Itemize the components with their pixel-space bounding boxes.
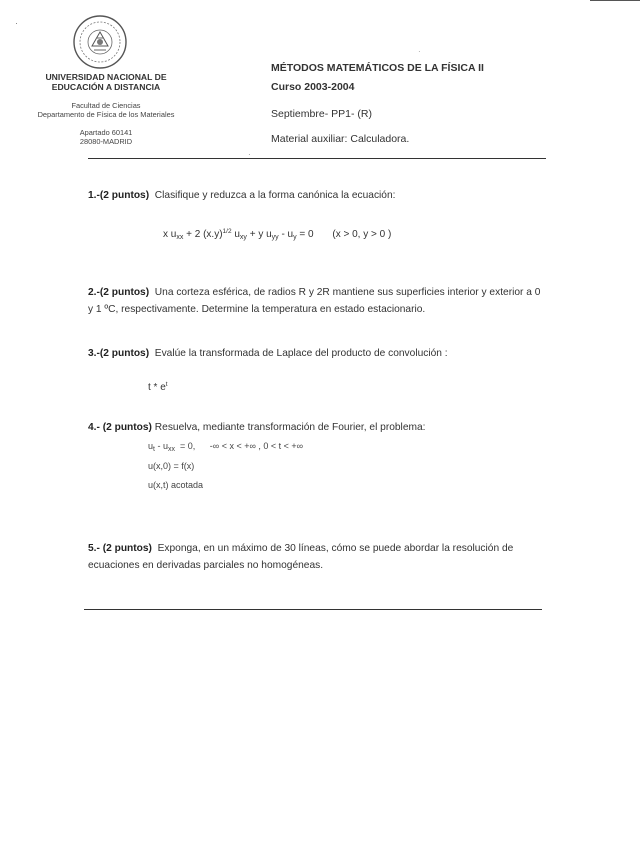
address-line2: 28080-MADRID bbox=[79, 137, 133, 146]
question-4-text: Resuelva, mediante transformación de Fourier, el problema: bbox=[154, 422, 426, 433]
equation-4-condition: -∞ < x < +∞ , 0 < t < +∞ bbox=[209, 441, 304, 451]
top-corner-rule bbox=[590, 0, 640, 1]
equation-3: t * $e^t$ bbox=[148, 381, 168, 393]
question-1 bbox=[88, 187, 548, 204]
question-2-text: Una corteza esférica, de radios R y 2R mantiene sus superficies interior y exterior a 0 y 1 ºC, respectivamente. Determine la temperatura en estado estacionario. bbox=[88, 287, 541, 315]
scan-mark-2: · bbox=[248, 150, 251, 159]
university-line1: UNIVERSIDAD NACIONAL DE bbox=[45, 72, 167, 82]
question-2-label: 2.-(2 puntos) bbox=[88, 287, 150, 298]
equation-1-condition: (x > 0, y > 0 ) bbox=[332, 229, 392, 240]
equation-4-line2: u(x,0) = f(x) bbox=[148, 461, 195, 471]
university-line2: EDUCACIÓN A DISTANCIA bbox=[51, 82, 161, 92]
scan-mark: · bbox=[418, 47, 421, 56]
exam-session: Septiembre- PP1- (R) bbox=[271, 108, 372, 120]
question-3-text: Evalúe la transformada de Laplace del producto de convolución : bbox=[154, 348, 448, 359]
question-1-text: Clasifique y reduzca a la forma canónica la ecuación: bbox=[154, 190, 396, 201]
address-line1: Apartado 60141 bbox=[79, 128, 133, 137]
question-3 bbox=[88, 345, 548, 362]
question-3-label: 3.-(2 puntos) bbox=[88, 348, 150, 359]
question-1-label: 1.-(2 puntos) bbox=[88, 190, 150, 201]
question-5 bbox=[88, 540, 548, 574]
scan-dot: · bbox=[15, 18, 18, 28]
question-5-label: 5.- (2 puntos) bbox=[88, 543, 152, 554]
equation-4-line3: u(x,t) acotada bbox=[148, 480, 204, 490]
question-4-label: 4.- (2 puntos) bbox=[88, 422, 152, 433]
equation-1: x $u_{xx} + 2$ $(x.y)^{1/2}$ $u_{xy} + y$ $u_{yy} - u_y = 0$ (x > 0, y > 0 ) bbox=[163, 228, 392, 241]
question-4 bbox=[88, 419, 548, 436]
university-name bbox=[20, 72, 192, 92]
equation-4-line1: $u_t - u_{xx} = 0$, -∞ < x < +∞ , 0 < t < +∞ bbox=[148, 441, 304, 453]
auxiliary-material: Material auxiliar: Calculadora. bbox=[271, 133, 410, 145]
address bbox=[20, 128, 192, 146]
faculty: Facultad de Ciencias bbox=[71, 101, 141, 110]
footer-divider bbox=[84, 609, 542, 610]
university-seal-icon bbox=[72, 14, 128, 70]
course-year: Curso 2003-2004 bbox=[271, 81, 355, 93]
question-5-text: Exponga, en un máximo de 30 líneas, cómo se puede abordar la resolución de ecuaciones en derivadas parciales no homogéneas. bbox=[88, 543, 514, 571]
question-2 bbox=[88, 284, 548, 318]
department: Departamento de Física de los Materiales bbox=[37, 110, 175, 119]
subject-title: MÉTODOS MATEMÁTICOS DE LA FÍSICA II bbox=[271, 62, 484, 74]
header-divider bbox=[88, 158, 546, 159]
